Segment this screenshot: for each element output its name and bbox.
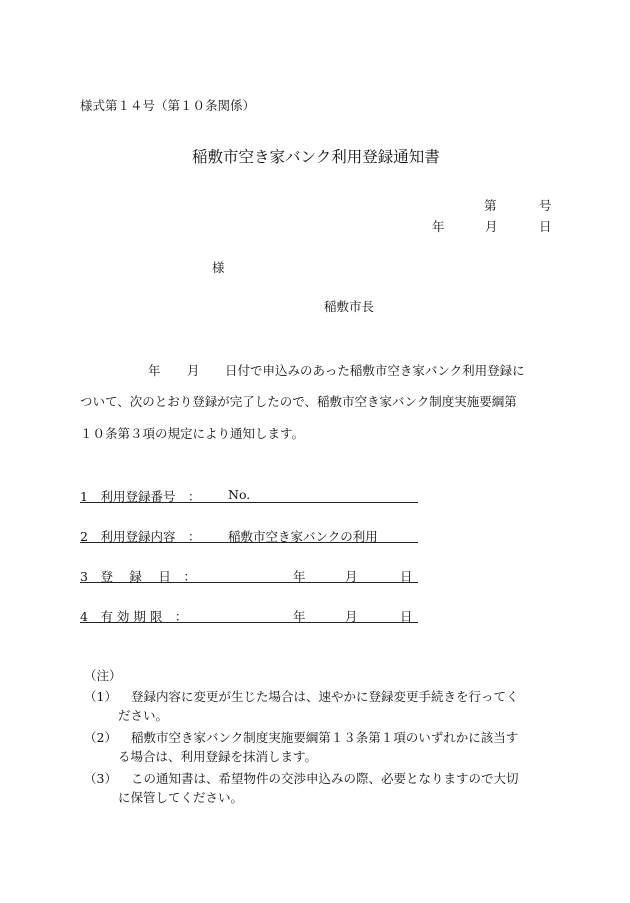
item-underline (80, 502, 418, 503)
date-day: 日 (539, 219, 552, 234)
note-text-line-1: 稲敷市空き家バンク制度実施要綱第１３条第１項のいずれかに該当す (131, 730, 519, 745)
note-text-line-1: 登録内容に変更が生じた場合は、速やかに登録変更手続きを行ってく (131, 689, 519, 704)
item-underline (80, 622, 418, 623)
item-day: 日 (400, 569, 413, 584)
date-month: 月 (485, 219, 498, 234)
doc-number-dai: 第 (484, 198, 497, 213)
note-number: （2） (84, 730, 117, 745)
item-month: 月 (345, 609, 358, 624)
recipient-honorific: 様 (212, 260, 225, 275)
note-text-line-1: この通知書は、希望物件の交渉申込みの際、必要となりますので大切 (131, 771, 519, 786)
doc-number-go: 号 (539, 198, 552, 213)
item-month: 月 (345, 569, 358, 584)
body-year: 年 (148, 363, 161, 378)
note-number: （1） (84, 689, 117, 704)
item-day: 日 (400, 609, 413, 624)
body-line-3: １０条第３項の規定により通知します。 (80, 426, 305, 441)
item-label: 4 有 効 期 限 ： (80, 609, 188, 624)
sender-name: 稲敷市長 (324, 299, 375, 314)
item-label: 2 利用登録内容 ： (80, 529, 201, 544)
item-label: 3 登 録 日 ： (80, 569, 196, 584)
body-line-2: ついて、次のとおり登録が完了したので、稲敷市空き家バンク制度実施要綱第 (80, 394, 517, 409)
note-text-line-2: る場合は、利用登録を抹消します。 (118, 749, 318, 764)
date-year: 年 (432, 219, 445, 234)
item-underline (80, 542, 418, 543)
body-line-1: 日付で申込みのあった稲敷市空き家バンク利用登録に (225, 363, 525, 378)
item-year: 年 (293, 569, 306, 584)
body-month: 月 (187, 363, 200, 378)
item-label: 1 利用登録番号 ： (80, 489, 201, 504)
form-number: 様式第１４号（第１０条関係） (80, 98, 256, 113)
item-year: 年 (293, 609, 306, 624)
item-value: No. (228, 487, 251, 502)
note-text-line-2: ださい。 (118, 708, 169, 723)
item-value: 稲敷市空き家バンクの利用 (228, 529, 378, 544)
note-number: （3） (84, 771, 117, 786)
note-text-line-2: に保管してください。 (118, 790, 244, 805)
item-underline (80, 582, 418, 583)
notes-heading: （注） (84, 668, 122, 683)
document-title: 稲敷市空き家バンク利用登録通知書 (192, 148, 440, 166)
